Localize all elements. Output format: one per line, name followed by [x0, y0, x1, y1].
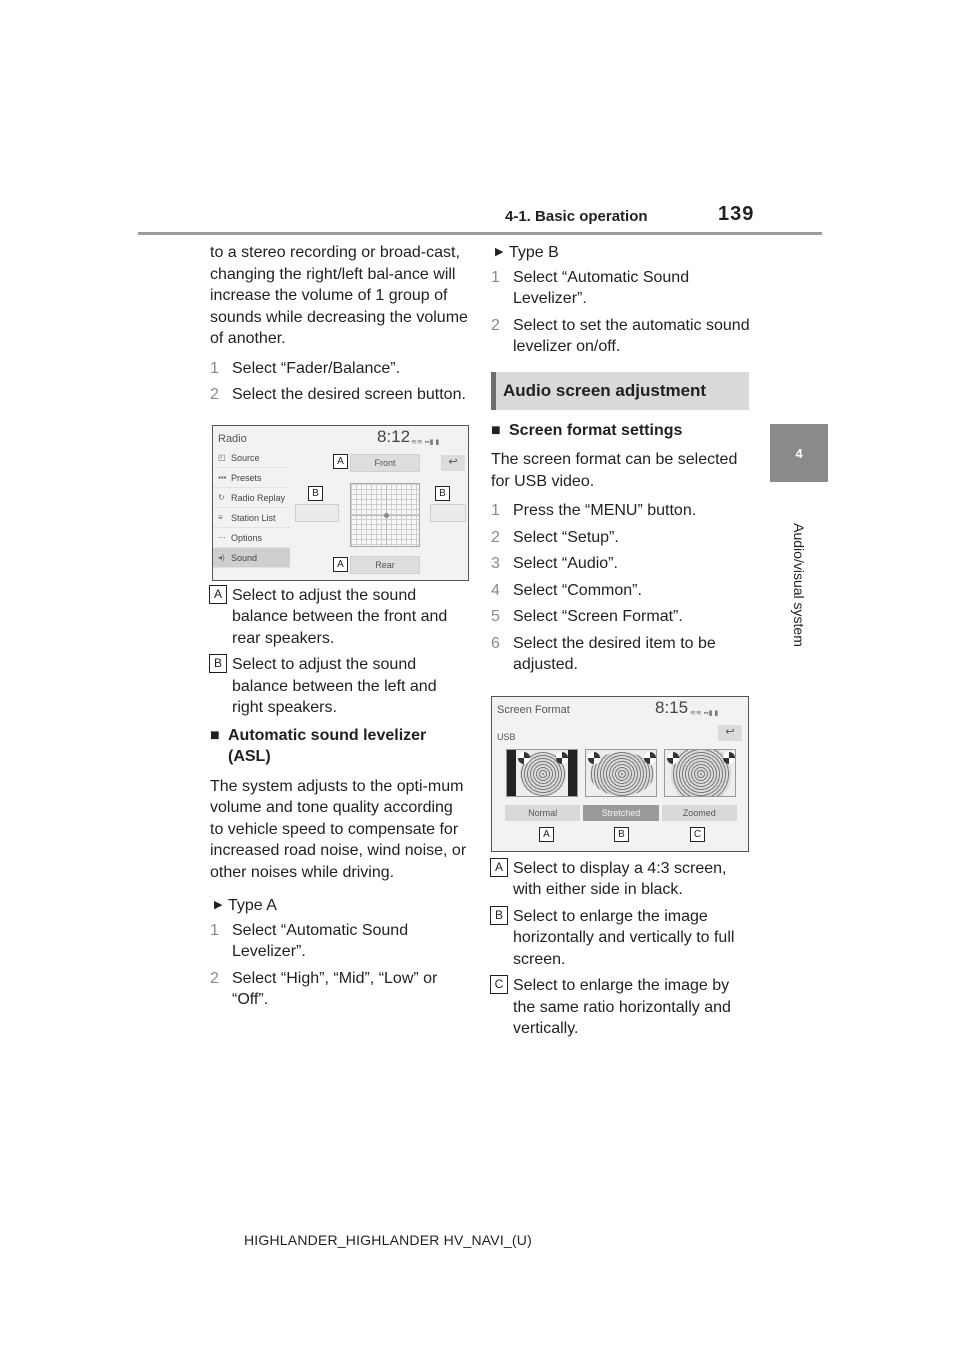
rear-button[interactable]: Rear: [350, 556, 420, 574]
step-text: Select “Audio”.: [513, 555, 618, 572]
screen-clock: 8:15: [655, 697, 689, 717]
presets-icon: ▪▪▪: [218, 472, 227, 482]
menu-item-options[interactable]: [213, 528, 290, 548]
step-text: Press the “MENU” button.: [513, 502, 697, 519]
radio-sound-screen: [212, 425, 469, 581]
step-text: Select “Automatic Sound Levelizer”.: [513, 268, 690, 307]
source-icon: ◰: [218, 452, 226, 462]
legend-letter: B: [490, 906, 508, 925]
balance-position-marker: [384, 513, 389, 518]
page-number: 139: [718, 203, 755, 225]
menu-label: Options: [231, 532, 263, 543]
step-number: 2: [491, 316, 500, 334]
legend-item: [491, 975, 753, 1040]
legend-letter: C: [490, 975, 508, 994]
menu-item-source[interactable]: [213, 448, 290, 468]
step-text: Select “Setup”.: [513, 528, 619, 546]
stretched-button[interactable]: Stretched: [583, 805, 658, 821]
header-section-title: 4-1. Basic operation: [505, 208, 648, 225]
menu-label: Source: [231, 452, 260, 463]
menu-label: Sound: [231, 552, 258, 563]
step-number: 3: [491, 555, 500, 572]
screen-subtitle: USB: [497, 731, 516, 742]
chapter-label: Audio/visual system: [791, 523, 807, 647]
status-icons: ≋≋ ▪▪▮ ▮: [690, 709, 719, 717]
chapter-number: 4: [795, 445, 803, 461]
back-icon[interactable]: ↩: [441, 455, 465, 471]
test-pattern-corner: [667, 752, 679, 764]
menu-label: Presets: [231, 472, 262, 483]
section-header: Audio screen adjustment: [491, 372, 749, 410]
step-text: Select to set the automatic sound levelizer on/off.: [513, 316, 750, 355]
balance-right-button[interactable]: [430, 504, 466, 522]
footer-model-code: HIGHLANDER_HIGHLANDER HV_NAVI_(U): [244, 1232, 532, 1248]
screen-clock: 8:12: [377, 426, 411, 446]
step: [491, 267, 753, 310]
step-number: 1: [210, 359, 219, 377]
screen-format-screen: [491, 696, 749, 852]
black-side-bar: [507, 750, 516, 796]
marker-b-left: B: [308, 486, 323, 501]
step: [210, 358, 470, 380]
test-pattern-corner: [723, 752, 735, 764]
chapter-tab: [770, 424, 828, 482]
format-options: [505, 805, 737, 821]
step-text: Select “High”, “Mid”, “Low” or “Off”.: [232, 969, 438, 1008]
type-a-label: [210, 895, 470, 917]
type-text: Type A: [228, 897, 277, 914]
legend-text: Select to display a 4:3 screen, with either side in black.: [513, 859, 727, 898]
step-number: 2: [491, 528, 500, 546]
menu-item-radio-replay[interactable]: [213, 488, 290, 508]
step-number: 2: [210, 386, 219, 403]
zoomed-preview: [664, 749, 736, 797]
test-pattern-corner: [588, 752, 600, 764]
square-bullet-icon: ■: [210, 726, 220, 744]
step: [491, 500, 753, 522]
legend-letter: B: [209, 654, 227, 673]
balance-grid[interactable]: [350, 483, 420, 547]
step: [491, 527, 753, 549]
step: [210, 920, 470, 963]
right-column: [491, 242, 753, 1045]
step-text: Select “Automatic Sound Levelizer”.: [232, 921, 409, 960]
step-number: 4: [491, 581, 500, 599]
radio-menu: [213, 448, 290, 568]
test-pattern-corner: [644, 752, 656, 764]
intro-paragraph: to a stereo recording or broad-cast, changing the right/left bal-ance will increase the volume of 1 group of sounds while decreasing the volume of another.: [210, 244, 468, 347]
legend-text: Select to adjust the sound balance between the front and rear speakers.: [232, 586, 448, 647]
normal-button[interactable]: Normal: [505, 805, 580, 821]
header-rule: [138, 232, 822, 235]
test-pattern-target: [671, 749, 731, 797]
replay-icon: ↻: [218, 492, 225, 502]
menu-label: Station List: [231, 512, 276, 523]
legend-letter: A: [490, 858, 508, 877]
step-text: Select the desired item to be adjusted.: [513, 634, 716, 673]
status-icons: ≋≋ ▪▪▮ ▮: [411, 438, 440, 446]
marker-c: C: [690, 827, 705, 842]
step-number: 1: [210, 921, 219, 939]
left-column: [210, 242, 470, 1016]
asl-heading: [210, 725, 470, 768]
legend-item: [210, 585, 470, 650]
heading-text: Screen format settings: [509, 421, 683, 439]
marker-a-front: A: [333, 454, 348, 469]
heading-text: Automatic sound levelizer (ASL): [228, 726, 427, 765]
step-number: 2: [210, 969, 219, 987]
menu-label: Radio Replay: [231, 492, 286, 503]
step: [210, 384, 470, 406]
square-bullet-icon: ■: [491, 421, 501, 439]
legend-text: Select to adjust the sound balance between the left and right speakers.: [232, 656, 437, 716]
legend-text: Select to enlarge the image horizontally and vertically to full screen.: [513, 907, 735, 968]
triangle-bullet-icon: ▶: [495, 246, 504, 258]
legend-item: [210, 654, 470, 719]
step: [491, 553, 753, 575]
legend-letter: A: [209, 585, 227, 604]
type-b-label: [491, 242, 753, 264]
stretched-preview: [585, 749, 657, 797]
step-text: Select “Fader/Balance”.: [232, 359, 401, 377]
test-pattern-corner: [518, 752, 530, 764]
list-icon: ≡: [218, 512, 223, 522]
asl-paragraph: The system adjusts to the opti-mum volume and tone quality according to vehicle speed to compensate for increased road noise, wind noise, or other noises while driving.: [210, 777, 467, 881]
back-icon[interactable]: ↩: [718, 725, 742, 741]
balance-left-button[interactable]: [295, 504, 339, 522]
step-number: 5: [491, 608, 500, 625]
screen-title: Screen Format: [497, 703, 570, 716]
step: [210, 968, 470, 1011]
menu-item-presets[interactable]: [213, 468, 290, 488]
speaker-icon: ◂): [218, 552, 225, 562]
test-pattern-corner: [556, 752, 568, 764]
options-icon: ⋯: [218, 532, 226, 542]
screen-title: Radio: [218, 432, 247, 445]
step-number: 1: [491, 268, 500, 286]
menu-item-sound[interactable]: [213, 548, 290, 568]
legend-item: [491, 858, 753, 901]
step-text: Select “Common”.: [513, 581, 642, 599]
step: [491, 633, 753, 676]
format-heading: [491, 420, 753, 442]
marker-b-right: B: [435, 486, 450, 501]
step-text: Select “Screen Format”.: [513, 608, 683, 625]
black-side-bar: [568, 750, 577, 796]
step-text: Select the desired screen button.: [232, 386, 466, 403]
marker-a-rear: A: [333, 557, 348, 572]
step: [491, 606, 753, 628]
step-number: 6: [491, 634, 500, 652]
format-intro: The screen format can be selected for USB video.: [491, 451, 738, 490]
legend-text: Select to enlarge the image by the same ratio horizontally and vertically.: [513, 977, 731, 1037]
legend-item: [491, 906, 753, 971]
normal-preview: [506, 749, 578, 797]
front-button[interactable]: Front: [350, 454, 420, 472]
marker-a: A: [539, 827, 554, 842]
step: [491, 580, 753, 602]
triangle-bullet-icon: ▶: [214, 899, 223, 911]
menu-item-station-list[interactable]: [213, 508, 290, 528]
zoomed-button[interactable]: Zoomed: [662, 805, 737, 821]
step: [491, 315, 753, 358]
step-number: 1: [491, 502, 500, 519]
type-text: Type B: [509, 244, 559, 261]
marker-b: B: [614, 827, 629, 842]
